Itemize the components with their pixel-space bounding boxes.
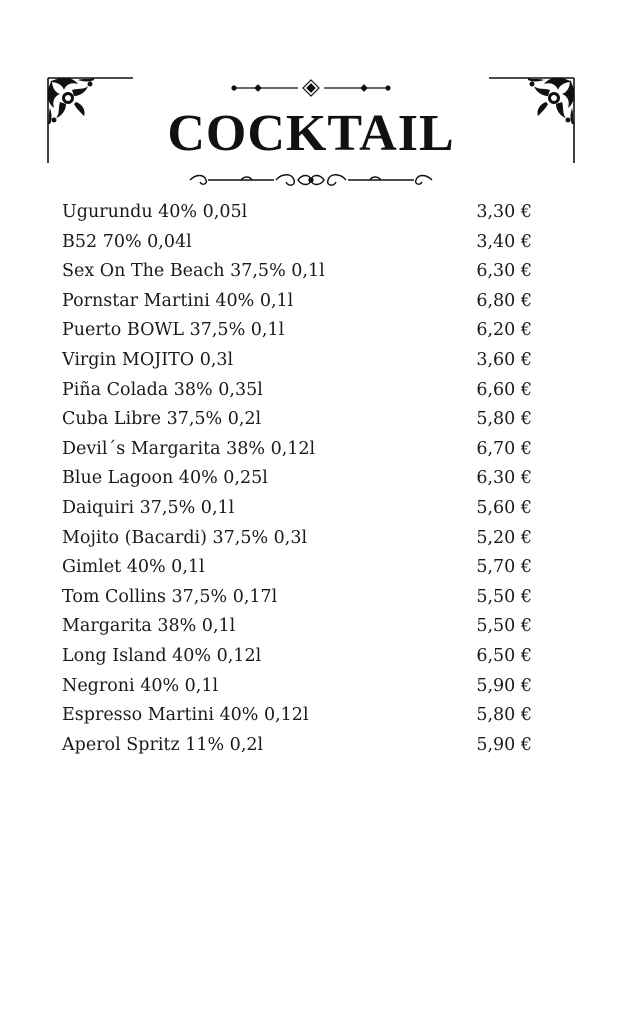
item-name: Puerto BOWL 37,5% 0,1l [62, 320, 285, 341]
item-price: 5,90 € [476, 734, 532, 755]
menu-item [62, 435, 534, 465]
item-price: 6,60 € [476, 379, 532, 400]
item-price: 3,60 € [476, 349, 532, 370]
menu-item [62, 701, 534, 731]
item-price: 3,30 € [476, 202, 532, 222]
menu-item [62, 494, 534, 524]
item-name: Sex On The Beach 37,5% 0,1l [62, 261, 325, 282]
item-name: Long Island 40% 0,12l [62, 645, 262, 666]
item-price: 5,50 € [476, 616, 532, 637]
menu-item [62, 731, 534, 761]
item-name: Piña Colada 38% 0,35l [62, 379, 263, 400]
menu-item [62, 553, 534, 583]
item-name: Mojito (Bacardi) 37,5% 0,3l [62, 527, 308, 548]
item-name: Blue Lagoon 40% 0,25l [62, 468, 268, 489]
item-name: Virgin MOJITO 0,3l [62, 349, 234, 370]
item-name: Espresso Martini 40% 0,12l [62, 705, 309, 726]
menu-item [62, 672, 534, 702]
menu-item [62, 287, 534, 317]
menu-item [62, 464, 534, 494]
item-name: Cuba Libre 37,5% 0,2l [62, 409, 262, 430]
item-name: Pornstar Martini 40% 0,1l [62, 290, 294, 311]
item-price: 6,80 € [476, 290, 532, 311]
menu-item [62, 316, 534, 346]
item-name: Tom Collins 37,5% 0,17l [62, 586, 278, 607]
menu-item [62, 642, 534, 672]
item-name: Ugurundu 40% 0,05l [62, 202, 248, 222]
menu-item [62, 376, 534, 406]
menu-item [62, 228, 534, 258]
item-name: Margarita 38% 0,1l [62, 616, 236, 637]
item-name: B52 70% 0,04l [62, 231, 192, 252]
item-name: Daiquiri 37,5% 0,1l [62, 497, 235, 518]
menu-item [62, 346, 534, 376]
menu-item [62, 405, 534, 435]
cocktail-menu-list [62, 198, 534, 760]
item-name: Negroni 40% 0,1l [62, 675, 219, 696]
item-price: 5,80 € [476, 705, 532, 726]
item-price: 5,60 € [476, 497, 532, 518]
menu-item [62, 612, 534, 642]
menu-item [62, 524, 534, 554]
menu-item [62, 198, 534, 228]
item-price: 3,40 € [476, 231, 532, 252]
item-price: 6,20 € [476, 320, 532, 341]
item-name: Aperol Spritz 11% 0,2l [62, 734, 264, 755]
item-name: Devil´s Margarita 38% 0,12l [62, 438, 316, 459]
item-price: 6,30 € [476, 468, 532, 489]
menu-item [62, 583, 534, 613]
item-price: 5,80 € [476, 409, 532, 430]
diamond-divider-icon [230, 78, 392, 98]
item-price: 5,50 € [476, 586, 532, 607]
item-price: 6,30 € [476, 261, 532, 282]
menu-item [62, 257, 534, 287]
item-price: 6,50 € [476, 645, 532, 666]
item-name: Gimlet 40% 0,1l [62, 557, 205, 578]
flourish-divider-icon [186, 170, 436, 190]
page-title: COCKTAIL [167, 105, 455, 162]
item-price: 5,70 € [476, 557, 532, 578]
item-price: 5,20 € [476, 527, 532, 548]
item-price: 5,90 € [476, 675, 532, 696]
item-price: 6,70 € [476, 438, 532, 459]
